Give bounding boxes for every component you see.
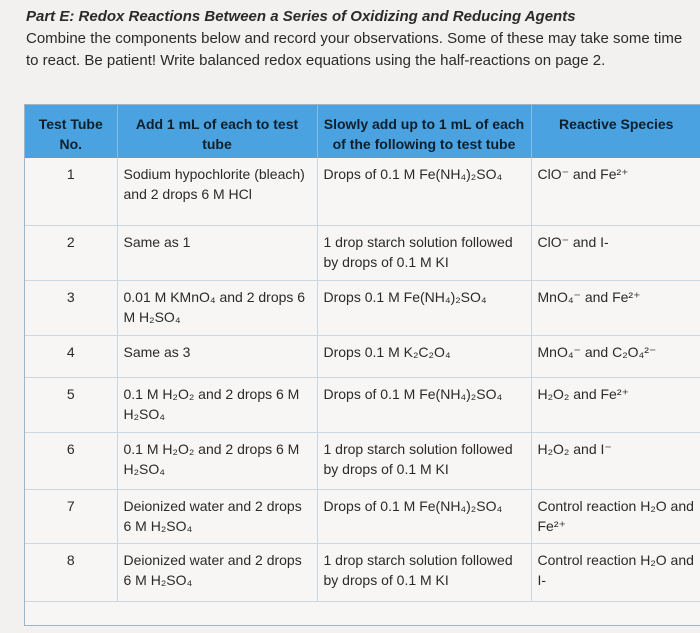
tube-number: 8: [25, 543, 117, 601]
species-cell: MnO₄⁻ and C₂O₄²⁻: [531, 335, 700, 377]
species-cell: ClO⁻ and I-: [531, 225, 700, 280]
species-cell: H₂O₂ and I⁻: [531, 432, 700, 489]
table-row: [25, 280, 700, 335]
slowly-add-cell: Drops of 0.1 M Fe(NH₄)₂SO₄: [317, 158, 531, 225]
slowly-add-cell: Drops of 0.1 M Fe(NH₄)₂SO₄: [317, 489, 531, 543]
col-header-test-tube: Test Tube No.: [25, 105, 117, 158]
section-title: Part E: Redox Reactions Between a Series of Oxidizing and Reducing Agents: [26, 8, 576, 25]
add-cell: Deionized water and 2 drops 6 M H₂SO₄: [117, 489, 317, 543]
slowly-add-cell: Drops of 0.1 M Fe(NH₄)₂SO₄: [317, 377, 531, 432]
table-row: [25, 335, 700, 377]
table-row: [25, 432, 700, 489]
species-cell: ClO⁻ and Fe²⁺: [531, 158, 700, 225]
table-header-row: [25, 105, 700, 158]
species-cell: MnO₄⁻ and Fe²⁺: [531, 280, 700, 335]
col-header-reactive-species: Reactive Species: [531, 105, 700, 158]
slowly-add-cell: Drops 0.1 M K₂C₂O₄: [317, 335, 531, 377]
tube-number: 1: [25, 158, 117, 225]
add-cell: Same as 1: [117, 225, 317, 280]
tube-number: 4: [25, 335, 117, 377]
slowly-add-cell: 1 drop starch solution followed by drops of 0.1 M KI: [317, 225, 531, 280]
col-header-add: Add 1 mL of each to test tube: [117, 105, 317, 158]
tube-number: 6: [25, 432, 117, 489]
add-cell: 0.01 M KMnO₄ and 2 drops 6 M H₂SO₄: [117, 280, 317, 335]
instructions-text: Combine the components below and record your observations. Some of these may take some time to react. Be patient! Write balanced redox equations using the half-reactions on page 2.: [26, 30, 683, 69]
tube-number: 7: [25, 489, 117, 543]
slowly-add-cell: 1 drop starch solution followed by drops of 0.1 M KI: [317, 432, 531, 489]
add-cell: Same as 3: [117, 335, 317, 377]
tube-number: 3: [25, 280, 117, 335]
add-cell: Deionized water and 2 drops 6 M H₂SO₄: [117, 543, 317, 601]
tube-number: 5: [25, 377, 117, 432]
table-row: [25, 225, 700, 280]
add-cell: 0.1 M H₂O₂ and 2 drops 6 M H₂SO₄: [117, 432, 317, 489]
slowly-add-cell: 1 drop starch solution followed by drops of 0.1 M KI: [317, 543, 531, 601]
species-cell: H₂O₂ and Fe²⁺: [531, 377, 700, 432]
species-cell: Control reaction H₂O and Fe²⁺: [531, 489, 700, 543]
add-cell: 0.1 M H₂O₂ and 2 drops 6 M H₂SO₄: [117, 377, 317, 432]
col-header-slowly-add: Slowly add up to 1 mL of each of the following to test tube: [317, 105, 531, 158]
add-cell: Sodium hypochlorite (bleach) and 2 drops 6 M HCl: [117, 158, 317, 225]
table-row: [25, 543, 700, 601]
table-row: [25, 377, 700, 432]
reactions-table-container: [24, 104, 700, 626]
species-cell: Control reaction H₂O and I-: [531, 543, 700, 601]
table-row: [25, 158, 700, 225]
table-row: [25, 489, 700, 543]
tube-number: 2: [25, 225, 117, 280]
reactions-table: [25, 105, 700, 602]
slowly-add-cell: Drops 0.1 M Fe(NH₄)₂SO₄: [317, 280, 531, 335]
